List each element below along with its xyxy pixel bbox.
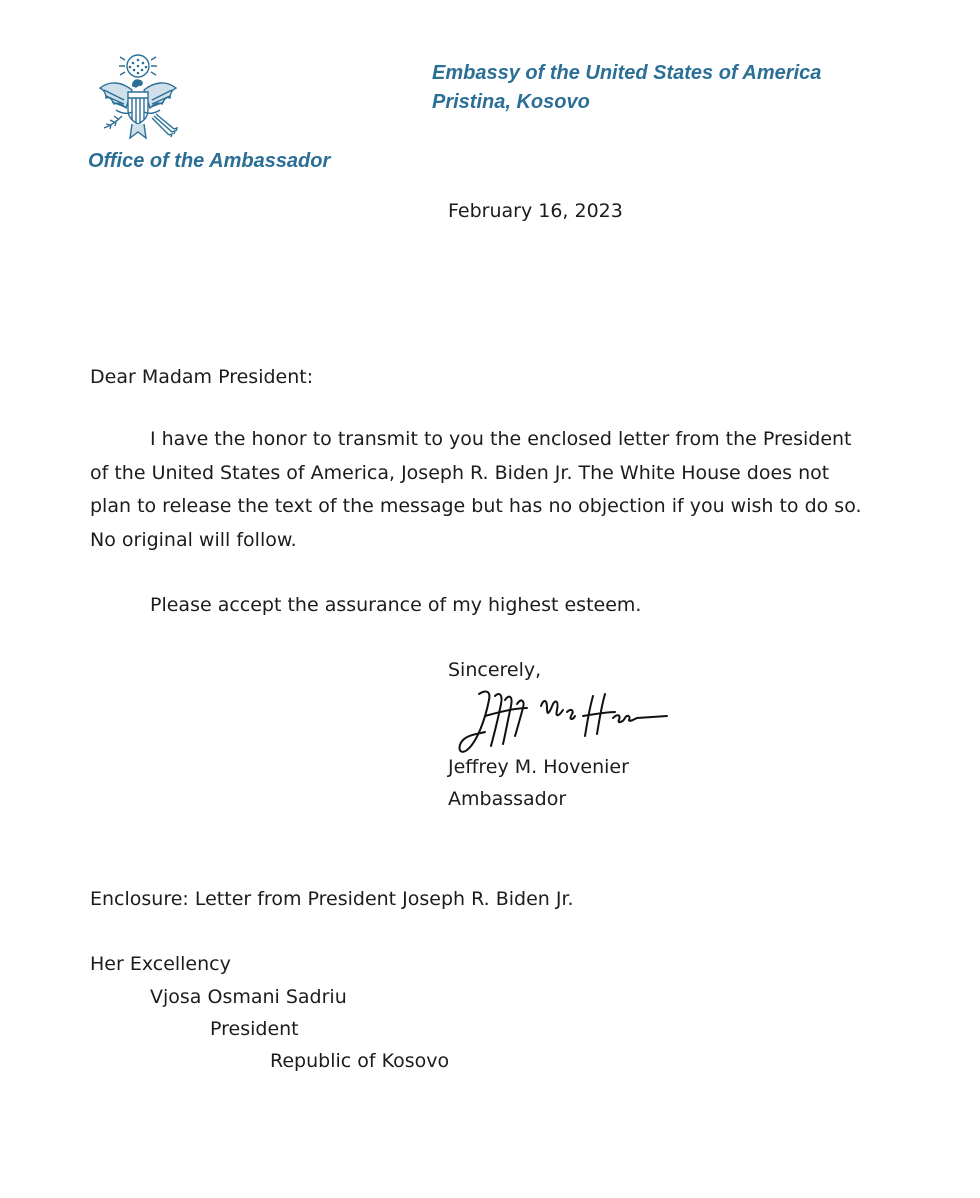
- body-line: No original will follow.: [90, 528, 297, 551]
- body-line: plan to release the text of the message but has no objection if you wish to do so.: [90, 495, 862, 517]
- complimentary-close: Sincerely,: [448, 659, 542, 681]
- letter-date: February 16, 2023: [448, 200, 623, 222]
- body-line: of the United States of America, Joseph R. Biden Jr. The White House does not: [90, 461, 830, 484]
- signer-title: Ambassador: [448, 788, 567, 810]
- embassy-heading: [432, 59, 821, 117]
- office-title: Office of the Ambassador: [88, 150, 331, 172]
- body-paragraph: [90, 423, 870, 557]
- embassy-name: Embassy of the United States of America: [432, 62, 822, 84]
- body-line: I have the honor to transmit to you the enclosed letter from the President: [150, 428, 852, 450]
- salutation: Dear Madam President:: [90, 366, 314, 388]
- embassy-location: Pristina, Kosovo: [432, 91, 590, 113]
- great-seal-icon: [92, 52, 184, 146]
- signer-name: Jeffrey M. Hovenier: [448, 756, 629, 778]
- recipient-honorific: Her Excellency: [90, 953, 231, 975]
- recipient-country: Republic of Kosovo: [270, 1050, 450, 1072]
- handwritten-signature: [455, 686, 675, 758]
- enclosure-note: Enclosure: Letter from President Joseph R. Biden Jr.: [90, 888, 574, 910]
- recipient-name: Vjosa Osmani Sadriu: [150, 986, 347, 1008]
- closing-sentence: Please accept the assurance of my highest esteem.: [150, 594, 642, 616]
- recipient-title: President: [210, 1018, 299, 1040]
